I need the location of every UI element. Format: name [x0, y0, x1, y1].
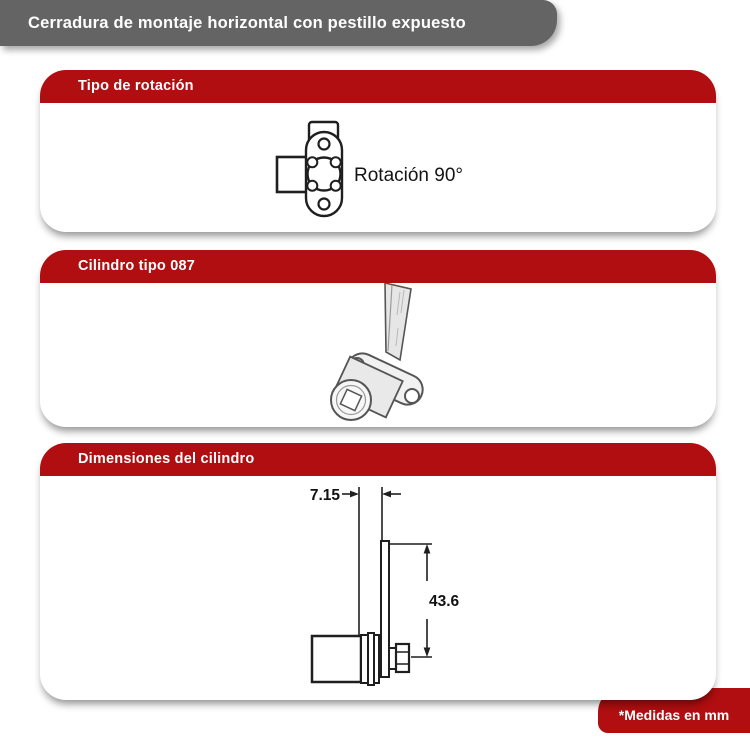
dim-436-arrowhead-bottom	[424, 648, 431, 658]
rotation-caption: Rotación 90°	[354, 165, 463, 186]
section-cylinder-title: Cilindro tipo 087	[78, 258, 195, 274]
section-dimensions-title: Dimensiones del cilindro	[78, 451, 255, 467]
cylinder-illustration	[40, 283, 714, 426]
dim-715-arrowhead-right	[382, 491, 391, 498]
rotation-diagram	[40, 103, 714, 231]
section-rotation-header	[40, 70, 716, 103]
dim-715-arrowhead-left	[350, 491, 359, 498]
section-dimensions-card	[40, 443, 716, 700]
cam-notch-se	[331, 181, 341, 191]
flange-ring-1	[361, 635, 368, 683]
flange-hole-lower	[405, 389, 419, 403]
dim-height-label: 43.6	[429, 593, 460, 610]
dim-436-arrowhead-top	[424, 544, 431, 554]
page-title: Cerradura de montaje horizontal con pestillo expuesto	[28, 14, 466, 32]
section-rotation-title: Tipo de rotación	[78, 78, 194, 94]
cam-notch-nw	[307, 157, 317, 167]
section-rotation-card	[40, 70, 716, 232]
section-rotation-body	[40, 103, 716, 231]
page-title-banner	[0, 0, 557, 46]
section-cylinder-header	[40, 250, 716, 283]
units-footnote-label: *Medidas en mm	[618, 707, 730, 723]
screw-hole-bottom	[319, 199, 330, 210]
cam-notch-ne	[331, 157, 341, 167]
latch-blade-shape	[385, 283, 411, 360]
cam-notch-sw	[307, 181, 317, 191]
nut-shape	[396, 644, 409, 672]
section-dimensions-body	[40, 476, 716, 699]
latch-blade-side-shape	[381, 541, 389, 677]
section-cylinder-body	[40, 283, 716, 426]
cylinder-body-side-shape	[312, 636, 361, 682]
dim-depth-label: 7.15	[309, 487, 340, 504]
section-cylinder-card	[40, 250, 716, 427]
screw-hole-top	[319, 139, 330, 150]
dimensions-diagram	[40, 476, 714, 699]
flange-ring-3	[374, 635, 379, 683]
section-dimensions-header	[40, 443, 716, 476]
